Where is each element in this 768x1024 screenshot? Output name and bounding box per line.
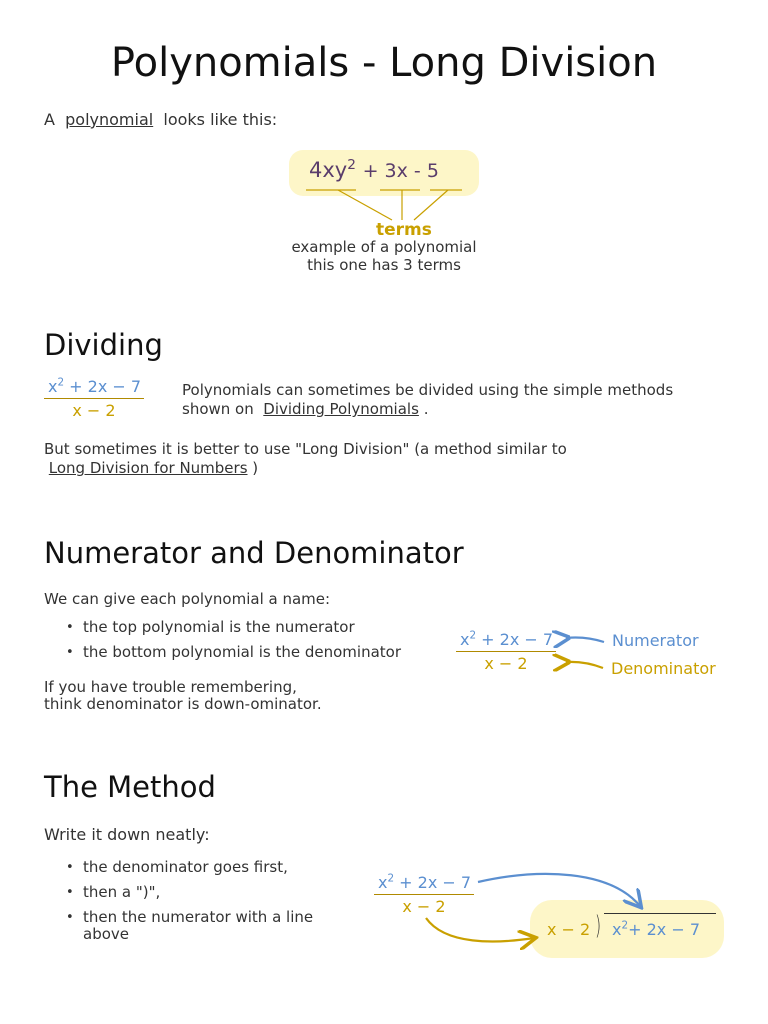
example-term1: 4xy — [309, 158, 348, 182]
example-term1-exponent: 2 — [347, 157, 356, 173]
num-base: x — [378, 873, 388, 892]
numden-tip-2: think denominator is down-ominator. — [44, 695, 322, 713]
method-heading: The Method — [44, 770, 216, 804]
num-rest: + 2x − 7 — [394, 873, 472, 892]
setup-dividend-rest: + 2x − 7 — [628, 920, 700, 939]
example-rest: + 3x - 5 — [362, 160, 439, 182]
list-item: • the top polynomial is the numerator — [83, 618, 401, 637]
list-item: • then a ")", — [83, 883, 313, 902]
list-item: • then the numerator with a line — [83, 908, 313, 927]
intro-prefix: A — [44, 110, 55, 129]
page-title: Polynomials - Long Division — [110, 40, 658, 86]
numden-intro: We can give each polynomial a name: — [44, 590, 331, 608]
num-rest: + 2x − 7 — [476, 630, 554, 649]
dividing-text-2-prefix: shown on — [182, 400, 254, 418]
method-intro: Write it down neatly: — [44, 825, 210, 844]
num-exponent: 2 — [469, 629, 477, 642]
setup-dividend-exponent: 2 — [621, 919, 629, 932]
list-item: • the bottom polynomial is the denominator — [83, 643, 401, 662]
numerator-label: Numerator — [612, 631, 699, 650]
long-division-numbers-link[interactable]: Long Division for Numbers — [48, 459, 248, 477]
setup-dividend-base: x — [612, 920, 622, 939]
terms-label: terms — [376, 220, 432, 240]
num-base: x — [48, 377, 58, 396]
fraction-denominator: x − 2 — [72, 401, 116, 420]
method-bullet-3-continued: above — [83, 925, 129, 943]
intro-suffix: looks like this: — [163, 110, 278, 129]
dividing-polynomials-link[interactable]: Dividing Polynomials — [263, 400, 419, 418]
polynomial-link[interactable]: polynomial — [65, 110, 154, 129]
long-division-text-1: But sometimes it is better to use "Long Division" (a method similar to — [44, 440, 567, 458]
dividing-heading: Dividing — [44, 328, 163, 362]
fraction-denominator: x − 2 — [402, 897, 446, 916]
dividing-text-1: Polynomials can sometimes be divided using the simple methods — [182, 381, 674, 399]
example-caption-2: this one has 3 terms — [307, 256, 461, 274]
denominator-label: Denominator — [611, 659, 716, 678]
dividing-text-2-suffix: . — [423, 400, 429, 418]
long-division-text-2-suffix: ) — [252, 459, 259, 477]
list-item: • the denominator goes first, — [83, 858, 313, 877]
numden-tip-1: If you have trouble remembering, — [44, 678, 297, 696]
num-base: x — [460, 630, 470, 649]
num-exponent: 2 — [57, 376, 65, 389]
setup-paren: ) — [595, 911, 602, 941]
setup-divisor: x − 2 — [547, 920, 591, 939]
num-exponent: 2 — [387, 872, 395, 885]
numerator-move-arrow — [478, 874, 640, 906]
denominator-move-arrow — [426, 918, 534, 941]
fraction-denominator: x − 2 — [484, 654, 528, 673]
num-rest: + 2x − 7 — [64, 377, 142, 396]
numden-heading: Numerator and Denominator — [44, 536, 464, 570]
example-caption-1: example of a polynomial — [291, 238, 477, 256]
